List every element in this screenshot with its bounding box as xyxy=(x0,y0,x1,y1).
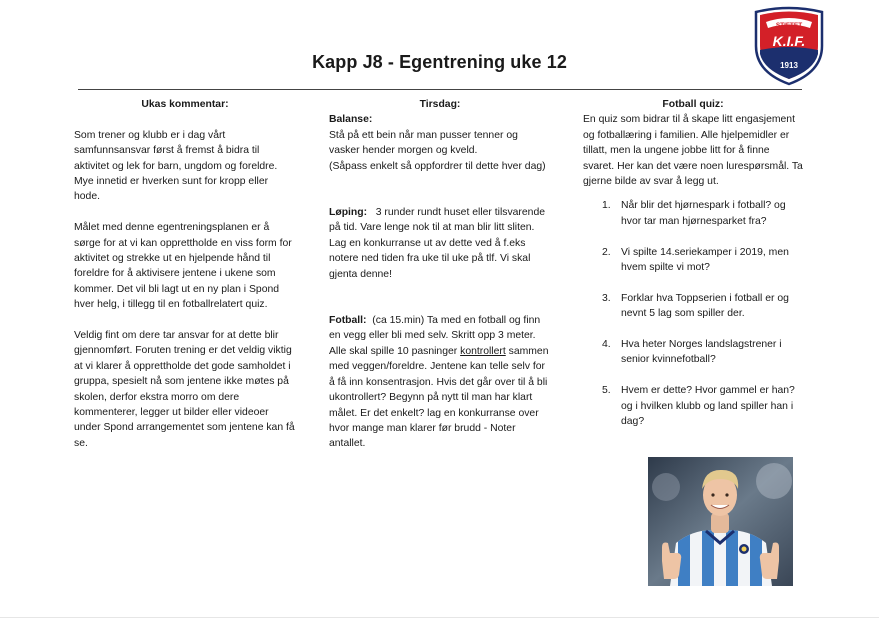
football-text-2: sammen med veggen/foreldre. Jentene kan telle selv for å få inn konsentrasjon. Hvis det går over til å bli ukontrollert? Begynn på nytt til man har klart målet. Er det enkelt? lag en konkurranse over hvor mange man klarer før brudd - Noter antallet. xyxy=(329,345,549,450)
running-label: Løping: xyxy=(329,207,368,219)
quiz-question-list xyxy=(583,198,803,429)
balance-note: (Såpass enkelt så oppfordrer til dette hver dag) xyxy=(329,160,546,172)
quiz-question: 5. Hvem er dette? Hvor gammel er han? og i hvilken klubb og land spiller han i dag? xyxy=(602,385,795,428)
shield-icon xyxy=(752,6,826,86)
weekly-comment-column xyxy=(74,97,296,467)
football-section xyxy=(329,313,551,452)
tuesday-heading: Tirsdag: xyxy=(419,99,461,110)
page-bottom-edge xyxy=(0,617,879,618)
football-text-1: (ca 15.min) Ta med en fotball og finn en vegg eller bli med selv. Skritt opp 3 meter. Alle skal spille 10 pasninger xyxy=(329,315,541,357)
player-image xyxy=(648,457,793,586)
quiz-question: 3. Forklar hva Toppserien i fotball er og nevnt 5 lag som spiller der. xyxy=(602,292,789,320)
quiz-question: 4. Hva heter Norges landslagstrener i senior kvinnefotball? xyxy=(602,339,782,366)
running-text: 3 runder rundt huset eller tilsvarende på tid. Vare lenge nok til at man blir litt sliten. Lag en konkurranse ut av dette ved å f.eks notere ned tiden fra uke til uke på tlf. Vi skal gjenta denne! xyxy=(329,207,545,280)
football-label: Fotball: xyxy=(329,315,367,327)
quiz-intro: En quiz som bidrar til å skape litt engasjement og fotballæring i familien. Alle hjelpemidler er tillatt, men la ungene jobbe litt for å finne svaret. Her kan det være noen lurespørsmål. Ta gjerne bilde av svar å legg ut. xyxy=(583,114,803,188)
weekly-comment-heading: Ukas kommentar: xyxy=(141,99,229,110)
comment-paragraph: Målet med denne egentreningsplanen er å sørge for at vi kan opprettholde en viss form for aktivitet og strekke ut en hjelpende hånd til foreldre for å aktivisere jentene i ukene som kommer. Det vil bli lagt ut en ny plan i Spond hver helg, i tillegg til en fotballrelatert quiz. xyxy=(74,222,292,311)
quiz-question: 2. Vi spilte 14.seriekamper i 2019, men hvem spilte vi mot? xyxy=(602,246,789,274)
logo-year: 1913 xyxy=(780,61,798,70)
tuesday-column xyxy=(329,97,551,467)
balance-label: Balanse: xyxy=(329,114,373,126)
comment-paragraph: Som trener og klubb er i dag vårt samfunnsansvar først å fremst å bidra til aktivitet og lek for barn, ungdom og foreldre. Mye innetid er hverken sunt for kropp eller hode. xyxy=(74,129,278,203)
logo-main-text: K.I.F. xyxy=(772,33,806,49)
running-section xyxy=(329,205,551,282)
title-divider xyxy=(78,89,802,90)
football-player-photo xyxy=(648,457,793,586)
quiz-question: 1. Når blir det hjørnespark i fotball? og hvor tar man hjørnesparket fra? xyxy=(602,200,786,227)
quiz-column xyxy=(583,97,803,445)
club-logo xyxy=(752,6,826,86)
football-underlined-word: kontrollert xyxy=(460,345,506,357)
balance-text: Stå på ett bein når man pusser tenner og vasker hender morgen og kveld. xyxy=(329,129,518,157)
comment-paragraph: Veldig fint om dere tar ansvar for at dette blir gjennomført. Foruten trening er det veldig viktig at vi klarer å opprettholde det gode samholdet i gruppa, spesielt nå som jentene ikke møtes på skolen, derfor ekstra morro om dere kommenterer, legger ut bilder eller videoer under Spond arrangementet som jentene kan få se. xyxy=(74,330,295,449)
logo-top-text: STIFTET xyxy=(775,22,803,29)
page-title: Kapp J8 - Egentrening uke 12 xyxy=(312,52,567,72)
quiz-heading: Fotball quiz: xyxy=(662,99,724,110)
